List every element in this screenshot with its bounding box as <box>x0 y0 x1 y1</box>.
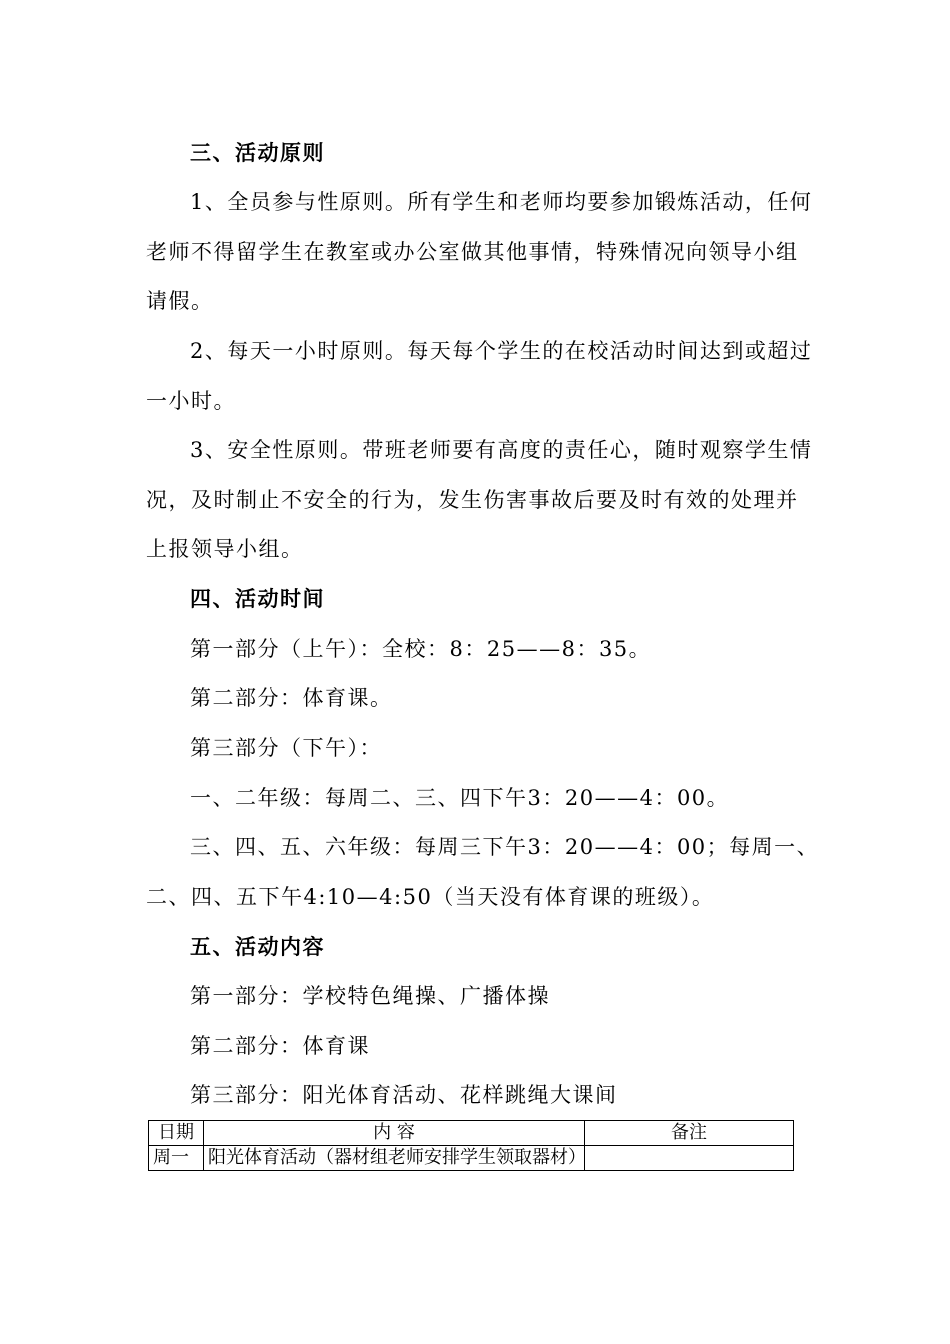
content-part-3: 第三部分：阳光体育活动、花样跳绳大课间 <box>190 1083 618 1107</box>
header-date: 日期 <box>149 1121 204 1146</box>
heading-time: 四、活动时间 <box>190 586 325 611</box>
table-row <box>149 1146 794 1171</box>
time-grades-3-6-line-1: 三、四、五、六年级：每周三下午3：20——4：00；每周一、 <box>190 835 820 859</box>
table-header-row <box>149 1121 794 1146</box>
time-part-1: 第一部分（上午）：全校：8：25——8：35。 <box>190 637 652 661</box>
principle-1-line-2: 老师不得留学生在教室或办公室做其他事情，特殊情况向领导小组 <box>146 240 799 264</box>
heading-principles: 三、活动原则 <box>190 140 325 165</box>
time-grades-3-6-line-2: 二、四、五下午4:10—4:50（当天没有体育课的班级）。 <box>146 885 715 909</box>
cell-content: 阳光体育活动（器材组老师安排学生领取器材） <box>204 1146 585 1171</box>
principle-2-line-1: 2、每天一小时原则。每天每个学生的在校活动时间达到或超过 <box>190 339 813 363</box>
principle-1-line-3: 请假。 <box>146 289 214 313</box>
time-part-3: 第三部分（下午）： <box>190 736 382 760</box>
principle-2-line-2: 一小时。 <box>146 389 236 413</box>
schedule-table <box>148 1120 794 1171</box>
time-part-2: 第二部分：体育课。 <box>190 686 393 710</box>
principle-1-line-1: 1、全员参与性原则。所有学生和老师均要参加锻炼活动，任何 <box>190 190 813 214</box>
heading-content: 五、活动内容 <box>190 934 325 959</box>
header-note: 备注 <box>585 1121 794 1146</box>
time-grades-1-2: 一、二年级：每周二、三、四下午3：20——4：00。 <box>190 786 730 810</box>
principle-3-line-1: 3、安全性原则。带班老师要有高度的责任心，随时观察学生情 <box>190 438 813 462</box>
cell-date: 周一 <box>149 1146 204 1171</box>
cell-note <box>585 1146 794 1171</box>
content-part-1: 第一部分：学校特色绳操、广播体操 <box>190 984 550 1008</box>
content-part-2: 第二部分：体育课 <box>190 1034 370 1058</box>
header-content: 内 容 <box>204 1121 585 1146</box>
principle-3-line-2: 况，及时制止不安全的行为，发生伤害事故后要及时有效的处理并 <box>146 488 799 512</box>
principle-3-line-3: 上报领导小组。 <box>146 537 304 561</box>
